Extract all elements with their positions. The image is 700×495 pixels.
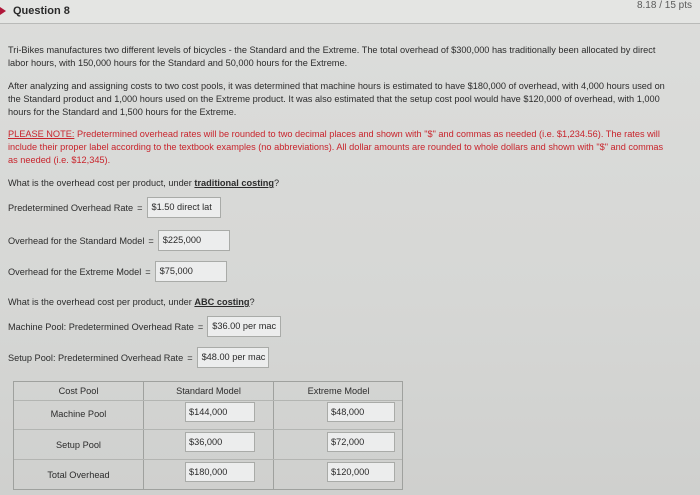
problem-paragraph-2: After analyzing and assigning costs to two cost pools, it was determined that machine hours is estimated to have $180,000 of overhead, with 4,000 hours used on the Standard product and 1,000 hours used on the Extreme product. It was also estimated that the setup cost pool would have $120,000 of overhead, with 1,000 hours for the Standard and 1,500 hours for the Extreme. [8,81,665,118]
table-row-setup-label: Setup Pool [56,440,101,450]
table-header-cost-pool: Cost Pool [58,386,99,396]
traditional-question-prefix: What is the overhead cost per product, under [8,178,195,188]
machine-rate-label: Machine Pool: Predetermined Overhead Rate [8,321,194,332]
question-flag-icon [0,3,6,19]
setup-standard-input[interactable]: $36,000 [185,432,255,452]
question-points: 8.18 / 15 pts [636,0,692,11]
question-header [0,0,700,24]
abc-costing-term: ABC costing [194,297,250,307]
setup-rate-row [8,347,269,368]
abc-question [8,296,255,309]
equals-sign: = [148,235,154,246]
equals-sign: = [137,202,143,213]
traditional-question [8,177,279,190]
problem-note [8,128,668,168]
equals-sign: = [145,266,151,277]
abc-question-prefix: What is the overhead cost per product, under [8,297,195,307]
traditional-question-suffix: ? [274,178,280,188]
abc-question-suffix: ? [249,297,255,307]
machine-rate-row [8,316,281,337]
note-label: PLEASE NOTE: [8,129,75,139]
traditional-rate-label: Predetermined Overhead Rate [8,202,134,213]
total-standard-input[interactable]: $180,000 [185,462,255,482]
table-header-standard: Standard Model [176,386,241,396]
table-row-machine-label: Machine Pool [50,409,107,419]
table-header-extreme: Extreme Model [307,386,370,396]
traditional-extreme-row [8,261,227,282]
traditional-extreme-input[interactable]: $75,000 [155,261,227,282]
traditional-costing-term: traditional costing [194,178,275,188]
question-title: Question 8 [13,5,70,17]
equals-sign: = [197,321,204,332]
traditional-extreme-label: Overhead for the Extreme Model [8,266,142,277]
machine-standard-input[interactable]: $144,000 [185,402,255,422]
note-text: Predetermined overhead rates will be rounded to two decimal places and shown with "$" and commas as needed (i.e. $1,234.56). The rates will include their proper label according to the textbook examples (no abbreviations). All dollar amounts are rounded to whole dollars and shown with "$" and commas as needed (i.e. $12,345). [8,129,664,166]
machine-rate-input[interactable]: $36.00 per mac [207,316,281,337]
equals-sign: = [187,352,193,363]
traditional-standard-row [8,230,230,251]
traditional-standard-input[interactable]: $225,000 [158,230,230,251]
setup-extreme-input[interactable]: $72,000 [327,432,395,452]
traditional-standard-label: Overhead for the Standard Model [8,235,145,246]
setup-rate-label: Setup Pool: Predetermined Overhead Rate [8,352,184,363]
abc-results-table [13,381,403,490]
setup-rate-input[interactable]: $48.00 per mac [197,347,269,368]
table-row-total-label: Total Overhead [47,470,110,480]
problem-paragraph-1: Tri-Bikes manufactures two different levels of bicycles - the Standard and the Extreme. The total overhead of $300,000 has traditionally been allocated by direct labor hours, with 150,000 hours for the Standard and 50,000 hours for the Extreme. [8,45,656,69]
traditional-rate-input[interactable]: $1.50 direct lat [147,197,221,218]
total-extreme-input[interactable]: $120,000 [327,462,395,482]
traditional-rate-row [8,197,221,218]
machine-extreme-input[interactable]: $48,000 [327,402,395,422]
